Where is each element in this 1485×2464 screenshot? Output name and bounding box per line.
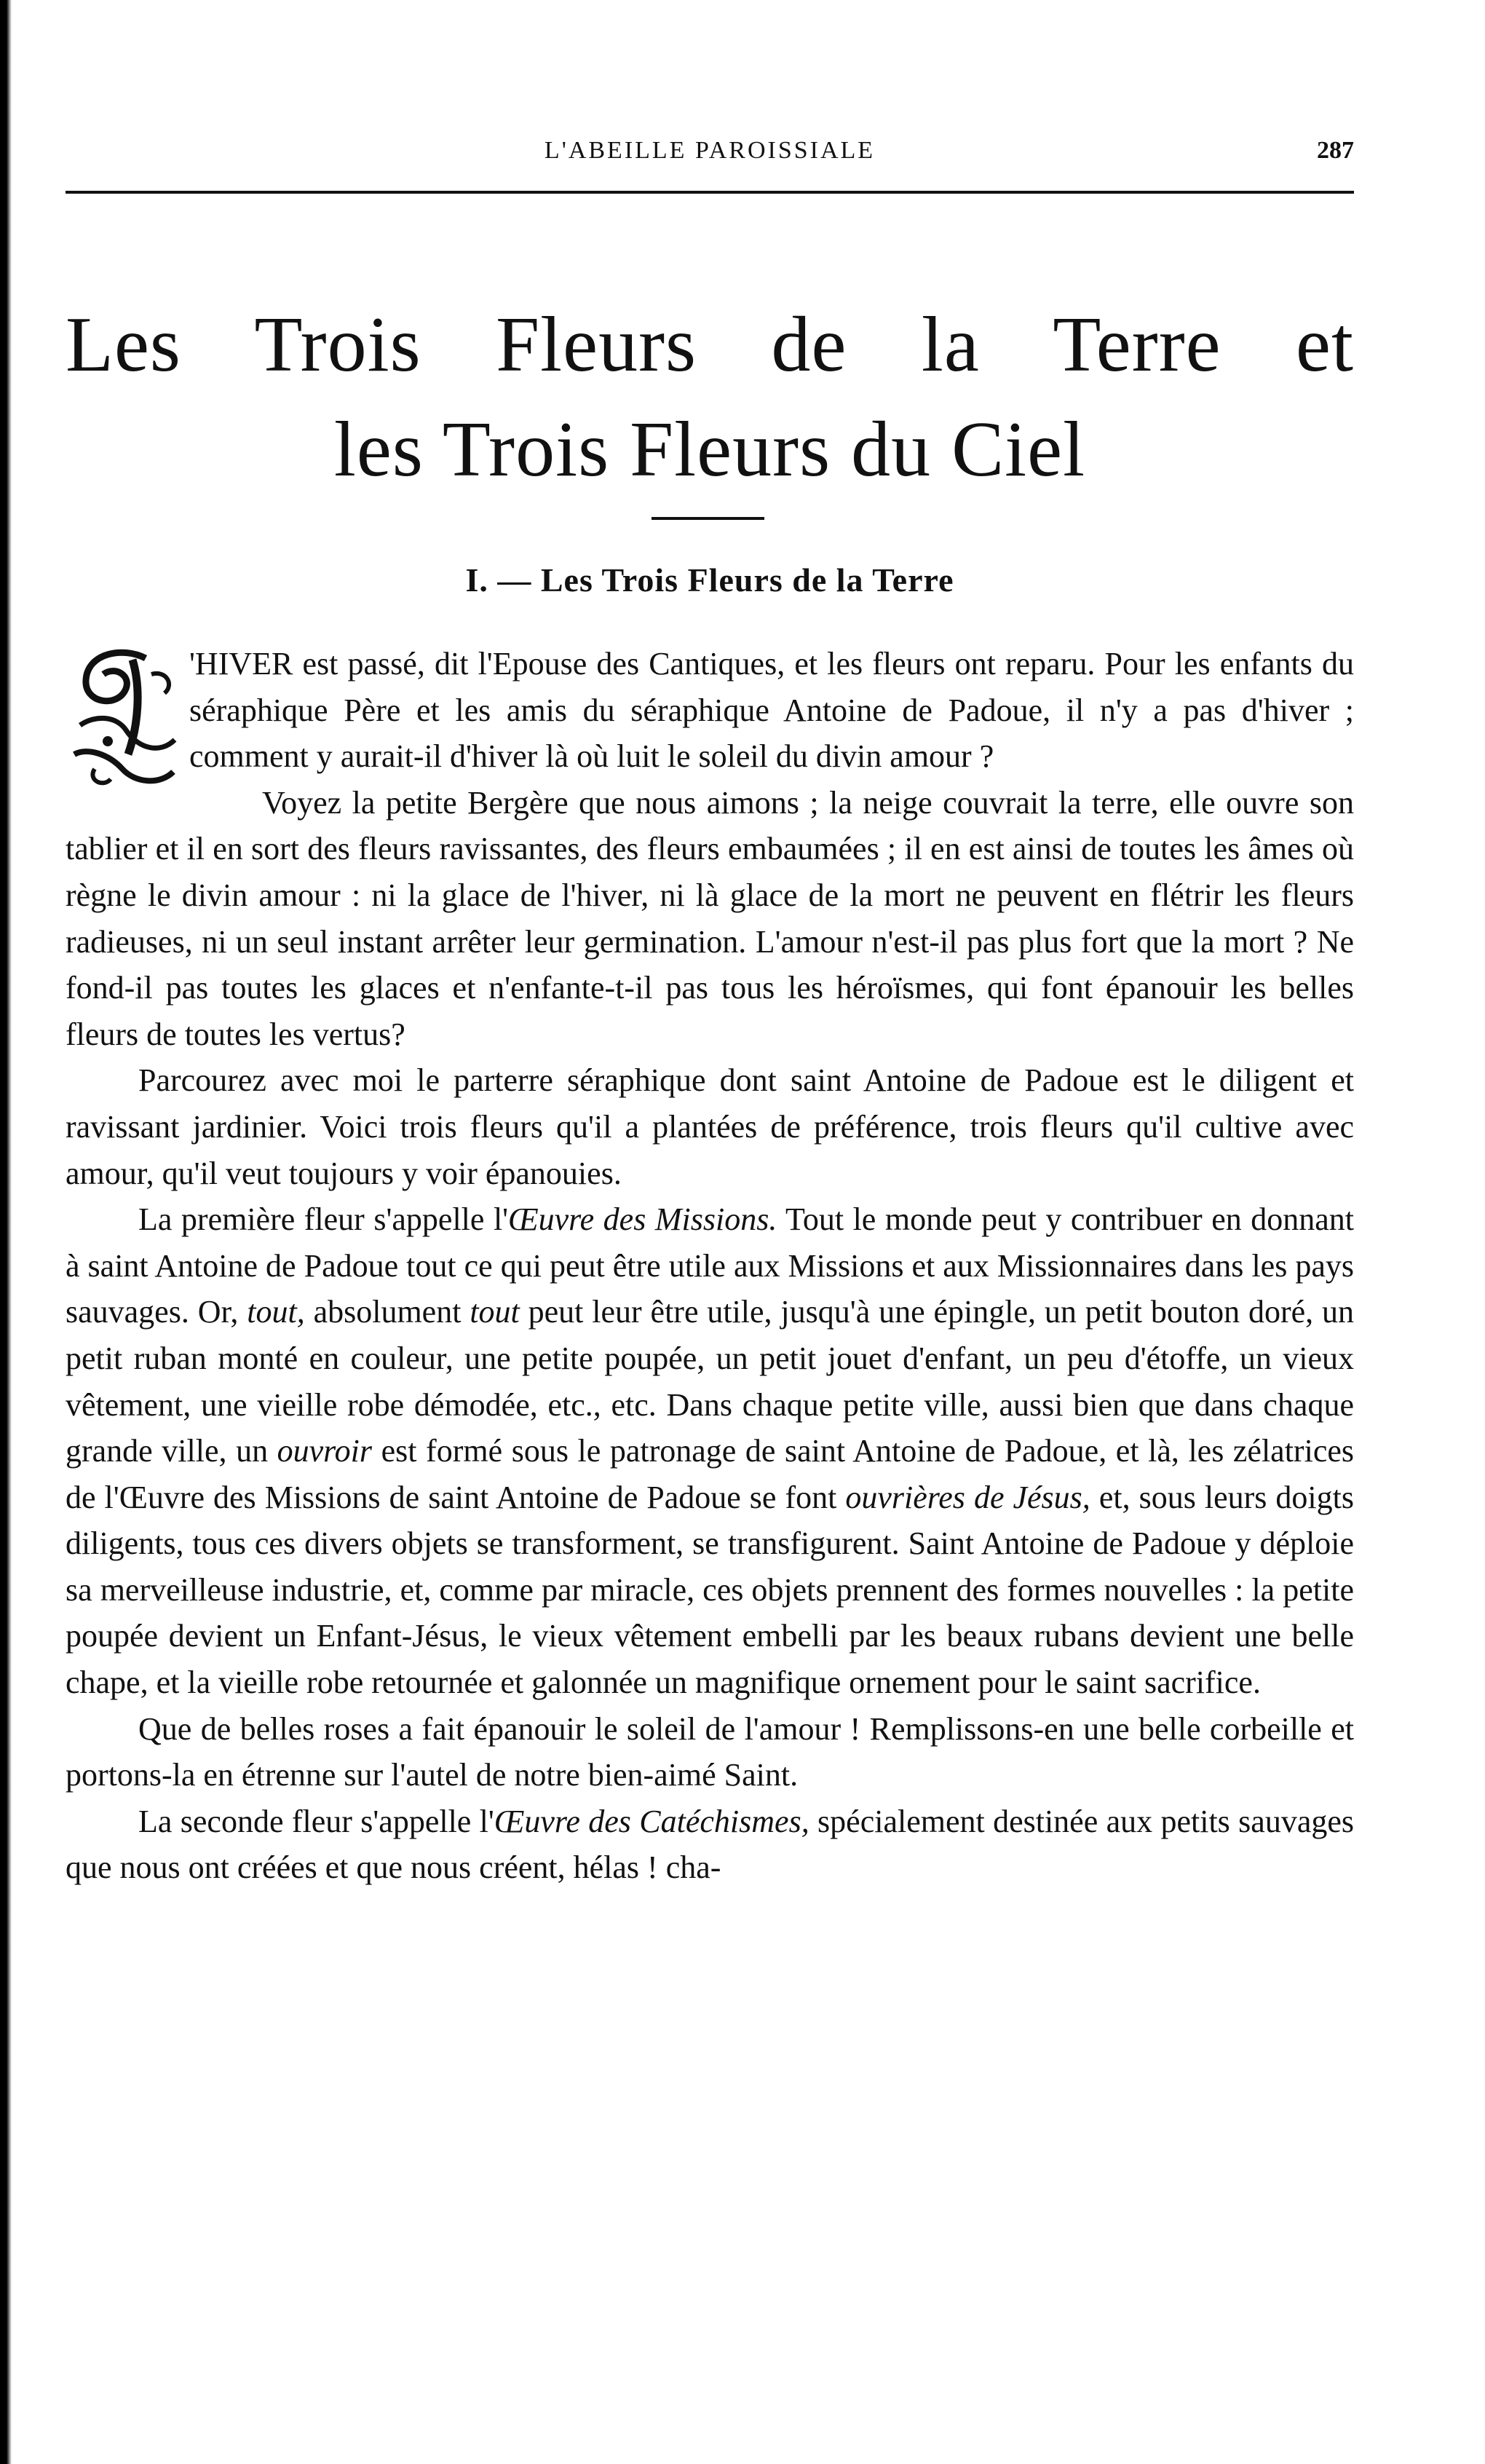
p4-italic-tout-2: tout <box>470 1294 520 1330</box>
p4-text-a: La première fleur s'appelle l' <box>138 1201 509 1238</box>
running-head <box>66 137 1354 169</box>
article-body <box>66 641 1354 1891</box>
paragraph-5: Que de belles roses a fait épanouir le soleil de l'amour ! Remplissons-en une belle corbeille et portons-la en étrenne sur l'autel de notre bien-aimé Saint. <box>66 1710 1354 1793</box>
running-title: L'ABEILLE PAROISSIALE <box>544 137 876 164</box>
p4-text-i: est formé sous le patronage de saint Antoine de Padoue, et là, les zélatrices de l'Œuvre des Missions de saint Antoine de Padoue se font <box>66 1433 1354 1515</box>
paragraph-2: Voyez la petite Bergère que nous aimons ; la neige couvrait la terre, elle ouvre son tablier et il en sort des fleurs ravissantes, des fleurs embaumées ; il en est ainsi de toutes les âmes où règne le divin amour : ni la glace de l'hiver, ni là glace de la mort ne peuvent en flétrir les fleurs radieuses, ni un seul instant arrêter leur germination. L'amour n'est-il pas plus fort que la mort ? Ne fond-il pas toutes les glaces et n'enfante-t-il pas tous les héroïsmes, qui font épanouir les belles fleurs de toutes les vertus? <box>66 784 1354 1052</box>
p4-text-e: absolument <box>304 1294 470 1330</box>
article-title <box>66 293 1354 502</box>
p6-text-a: La seconde fleur s'appelle l' <box>138 1803 494 1839</box>
paragraph-6 <box>66 1798 1354 1891</box>
ornamental-drop-cap-icon <box>66 645 182 791</box>
p6-italic-oeuvre-catechismes: Œuvre des Catéchismes, <box>494 1803 809 1839</box>
p4-italic-ouvrieres: ouvrières de Jésus, <box>845 1479 1090 1515</box>
paragraph-3: Parcourez avec moi le parterre séraphique dont saint Antoine de Padoue est le diligent et ravissant jardinier. Voici trois fleurs qu'il a plantées de préférence, trois fleurs qu'il cultive avec amour, qu'il veut toujours y voir épanouies. <box>66 1062 1354 1191</box>
paragraph-4 <box>66 1196 1354 1706</box>
header-rule <box>66 191 1354 194</box>
scanned-page-edge <box>0 0 12 2464</box>
title-line-2: les Trois Fleurs du Ciel <box>333 406 1086 494</box>
p4-italic-ouvroir: ouvroir <box>277 1433 373 1469</box>
section-heading: I. — Les Trois Fleurs de la Terre <box>465 561 954 599</box>
title-separator-rule <box>652 517 764 520</box>
p4-text-k: et, sous leurs doigts diligents, tous ces divers objets se transforment, se transfigurent. Saint Antoine de Padoue y déploie sa merveilleuse industrie, et, comme par miracle, ces objets prennent des formes nouvelles : la petite poupée devient un Enfant-Jésus, le vieux vêtement embelli par les beaux rubans devient une belle chape, et la vieille robe retournée et galonnée un magnifique ornement pour le saint sacrifice. <box>66 1479 1355 1701</box>
p4-text-g: peut leur être utile, jusqu'à une épingle, un petit bouton doré, un petit ruban monté en couleur, une petite poupée, un petit jouet d'enfant, un peu d'étoffe, un vieux vêtement, une vieille robe démodée, etc., etc. Dans chaque petite ville, aussi bien que dans chaque grande ville, un <box>66 1294 1355 1469</box>
p4-text-c: Tout le monde peut y contribuer en donnant à saint Antoine de Padoue tout ce qui peut être utile aux Missions et aux Missionnaires dans les pays sauvages. Or, <box>66 1201 1355 1330</box>
title-line-1: Les Trois Fleurs de la Terre et <box>66 301 1354 389</box>
p6-text-c: spécialement destinée aux petits sauvages que nous ont créées et que nous créent, hélas ! cha- <box>66 1803 1354 1886</box>
paragraph-1 <box>66 641 1354 780</box>
paragraph-1-text: 'HIVER est passé, dit l'Epouse des Cantiques, et les fleurs ont reparu. Pour les enfants du séraphique Père et les amis du séraphique Antoine de Padoue, il n'y a pas d'hiver ; comment y aurait-il d'hiver là où luit le soleil du divin amour ? <box>189 646 1354 775</box>
page-number: 287 <box>1317 137 1354 164</box>
p4-italic-tout-1: tout, <box>247 1294 305 1330</box>
p4-italic-oeuvre-missions: Œuvre des Missions. <box>508 1201 777 1238</box>
